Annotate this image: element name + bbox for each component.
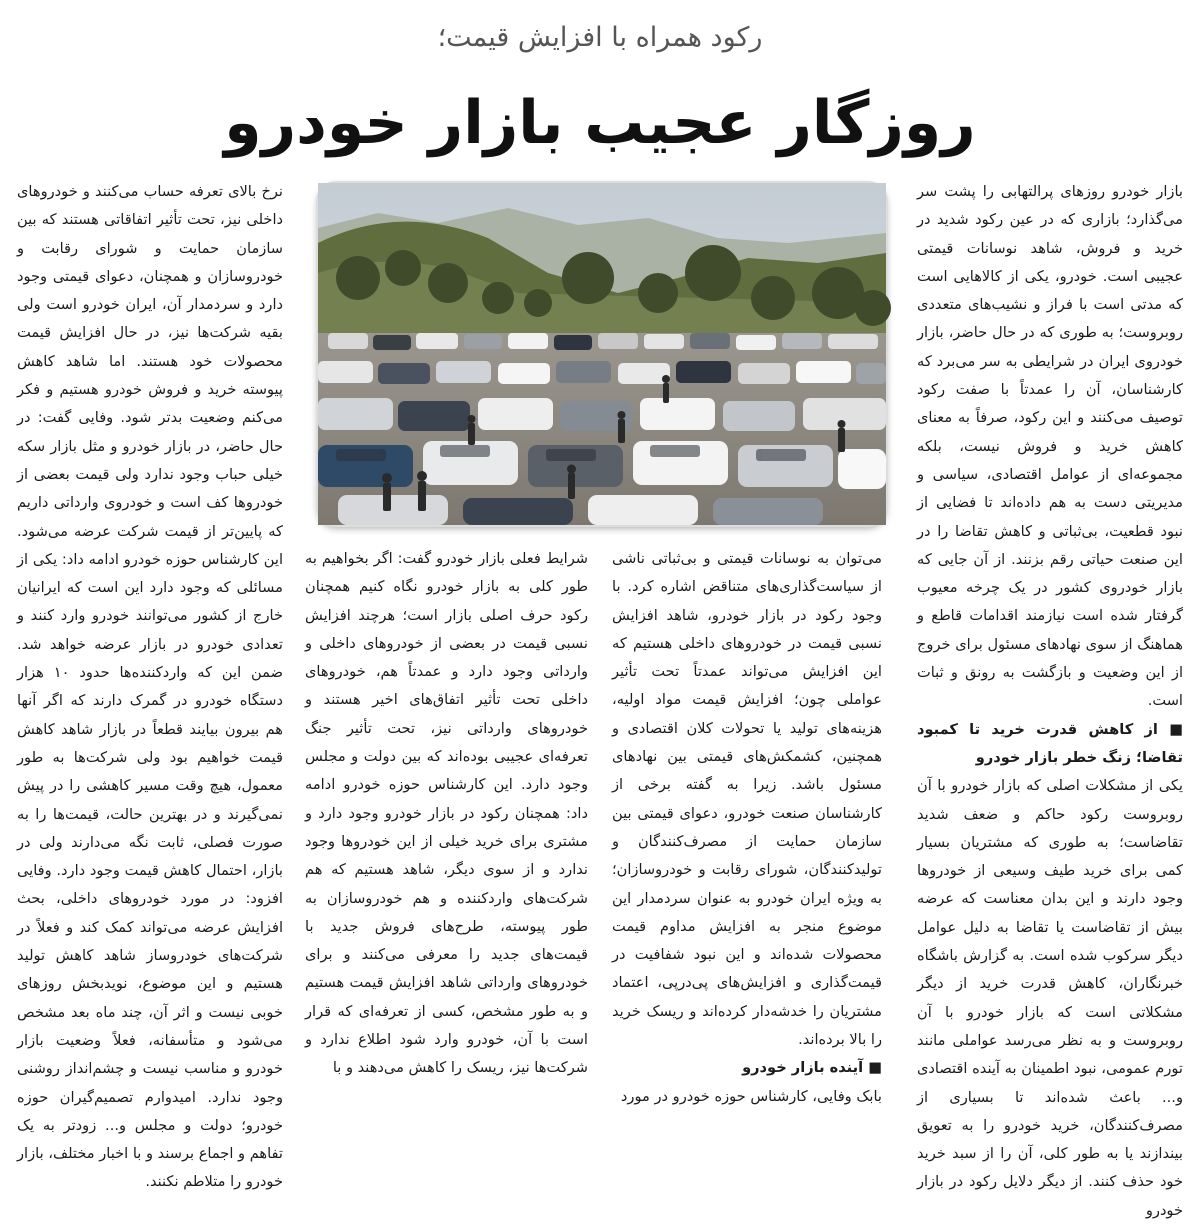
car-market-photo <box>318 183 886 525</box>
car-market-photo-icon <box>318 183 886 525</box>
paragraph: نرخ بالای تعرفه حساب می‌کنند و خودروهای داخلی نیز، تحت تأثیر اتفاقاتی هستند که بین سازمان حمایت و شورای رقابت و خودروسازان و همچنان، دعوای قیمتی وجود دارد و سردمدار آن، ایران خودرو است ولی بقیه شرکت‌ها نیز، در حال افزایش قیمت محصولات خود هستند. اما شاهد کاهش پیوسته خرید و فروش خودرو هستیم و فکر می‌کنم وضعیت بدتر شود. وفایی گفت: در حال حاضر، در بازار خودرو و مثل بازار سکه خیلی حباب وجود ندارد ولی قیمت بعضی از خودروها کف است و خودروی وارداتی داریم که پایین‌تر از قیمت شرکت عرضه می‌شود. این کارشناس حوزه خودرو ادامه داد: یکی از مسائلی که وجود دارد این است که ایرانیان خارج از کشور می‌توانند خودرو وارد کنند و تعدادی خودرو در بازار عرضه خواهد شد. ضمن این که واردکننده‌ها حدود ۱۰ هزار دستگاه خودرو در گمرک دارند که اگر آنها هم بیرون بیایند قطعاً در بازار شاهد کاهش قیمت خواهیم بود ولی شرکت‌ها به طور معمول، هیچ وقت مسیر کاهشی را در پیش نمی‌گیرند و در بهترین حالت، قیمت‌ها را به صورت فصلی، ثابت نگه می‌دارند ولی در بازار، احتمال کاهش قیمت وجود دارد. وفایی افزود: در مورد خودروهای داخلی، بحث افزایش عرضه می‌تواند کمک کند و فعلاً در شرکت‌های خودروساز شاهد کاهش تولید هستیم و این موضوع، نویدبخش روزهای خوبی نیست و اثر آن، چند ماه بعد مشخص می‌شود و متأسفانه، فعلاً وضعیت بازار خودرو و مناسب نیست و چشم‌انداز روشنی وجود ندارد. امیدوارم تصمیم‌گیران حوزه خودرو؛ دولت و مجلس و... زودتر به یک تفاهم و اجماع برسند و با اخبار مختلف، بازار خودرو را متلاطم نکنند. <box>16 183 283 1191</box>
article-headline: روزگار عجیب بازار خودرو <box>224 88 976 158</box>
subheading: ■ آینده بازار خودرو <box>742 1059 882 1077</box>
subheading: ■ از کاهش قدرت خرید تا کمبود تقاضا؛ زنگ خطر بازار خودرو <box>917 720 1183 766</box>
paragraph: یکی از مشکلات اصلی که بازار خودرو با آن روبروست رکود حاکم و ضعف شدید تقاضاست؛ به طوری که مشتریان بسیار کمی برای خرید طیف وسیعی از خودروها وجود دارند و این بدان معناست که عرضه بیش از تقاضاست یا تقاضا به دلیل عوامل دیگر سرکوب شده است. به گزارش باشگاه خبرنگاران، کاهش قدرت خرید از دیگر مشکلاتی است که بازار خودرو با آن روبروست و به نظر می‌رسد عواملی مانند تورم عمومی، نبود اطمینان به آینده اقتصادی و... باعث شده‌اند تا بسیاری از مصرف‌کنندگان، خرید خودرو را به تعویق بیندازند یا به طور کلی، آن را از سبد خرید خود حذف کنند. از دیگر دلایل رکود در بازار خودرو <box>917 777 1183 1219</box>
paragraph: بابک وفایی، کارشناس حوزه خودرو در مورد <box>620 1087 882 1105</box>
paragraph: بازار خودرو روزهای پرالتهابی را پشت سر می‌گذارد؛ بازاری که در عین رکود شدید در خرید و فروش، شاهد نوسانات قیمتی عجیبی است. خودرو، یکی از کالاهایی است که مدتی است با فراز و نشیب‌های متعددی روبروست؛ به طوری که در حال حاضر، بازار خودروی ایران در شرایطی به سر می‌برد که کارشناسان، آن را عمدتاً با صفت رکود توصیف می‌کنند و این رکود، صرفاً به معنای کاهش خرید و فروش نیست، بلکه مجموعه‌ای از عوامل اقتصادی، سیاسی و مدیریتی دست به هم داده‌اند تا فضایی از نبود قطعیت، بی‌ثباتی و کاهش تقاضا را در این صنعت حیاتی رقم بزنند. از آن جایی که بازار خودروی کشور در یک چرخه معیوب گرفتار شده است نیازمند اقدامات قاطع و هماهنگ از سوی نهادهای مسئول برای خروج از این وضعیت و بازگشت به رونق و ثبات است. <box>917 183 1183 710</box>
paragraph: می‌توان به نوسانات قیمتی و بی‌ثباتی ناشی از سیاست‌گذاری‌های متناقض اشاره کرد. با وجود رکود در بازار خودرو، شاهد افزایش نسبی قیمت در خودروهای داخلی هستیم که این افزایش می‌تواند عمدتاً تحت تأثیر عواملی چون؛ افزایش قیمت مواد اولیه، هزینه‌های تولید یا تحولات کلان اقتصادی و همچنین، کشمکش‌های قیمتی بین نهادهای مسئول باشد. زیرا به گفته برخی از کارشناسان صنعت خودرو، دعوای قیمتی بین سازمان حمایت از مصرف‌کنندگان و تولیدکنندگان، شورای رقابت و خودروسازان؛ به ویژه ایران خودرو به عنوان سردمدار این موضوع منجر به افزایش مداوم قیمت محصولات شده‌اند و این نبود شفافیت در قیمت‌گذاری و افزایش‌های پی‌درپی، اعتماد مشتریان را خدشه‌دار کرده‌اند و ریسک خرید را بالا برده‌اند. <box>612 550 882 1049</box>
paragraph: شرایط فعلی بازار خودرو گفت: اگر بخواهیم به طور کلی به بازار خودرو نگاه کنیم همچنان رکود حرف اصلی بازار است؛ هرچند افزایش نسبی قیمت در بعضی از خودروهای داخلی و وارداتی وجود دارد و عمدتاً هم، خودروهای داخلی تحت تأثیر اتفاق‌های اخیر هستند و خودروهای وارداتی نیز، تحت تأثیر جنگ تعرفه‌ای عجیبی بوده‌اند که بین دولت و مجلس وجود دارد. این کارشناس حوزه خودرو ادامه داد: همچنان رکود در بازار خودرو وجود دارد و مشتری برای خرید خیلی از این خودروها وجود ندارد و از سوی دیگر، شاهد هستیم که هم شرکت‌های واردکننده و هم خودروسازان به طور پیوسته، طرح‌های فروش جدید با قیمت‌های جدید را معرفی می‌کنند و برای خودروهای وارداتی شاهد افزایش قیمت هستیم و به طور مشخص، کسی از تعرفه‌ای که قرار است با آن، خودرو وارد شود اطلاع ندارد و شرکت‌ها نیز، ریسک را کاهش می‌دهند و با <box>305 550 588 1077</box>
column-left <box>16 178 283 1191</box>
article-kicker: رکود همراه با افزایش قیمت؛ <box>437 22 763 53</box>
column-right <box>917 178 1183 1219</box>
column-mid-right <box>612 545 882 1105</box>
column-mid-left <box>305 545 588 1077</box>
